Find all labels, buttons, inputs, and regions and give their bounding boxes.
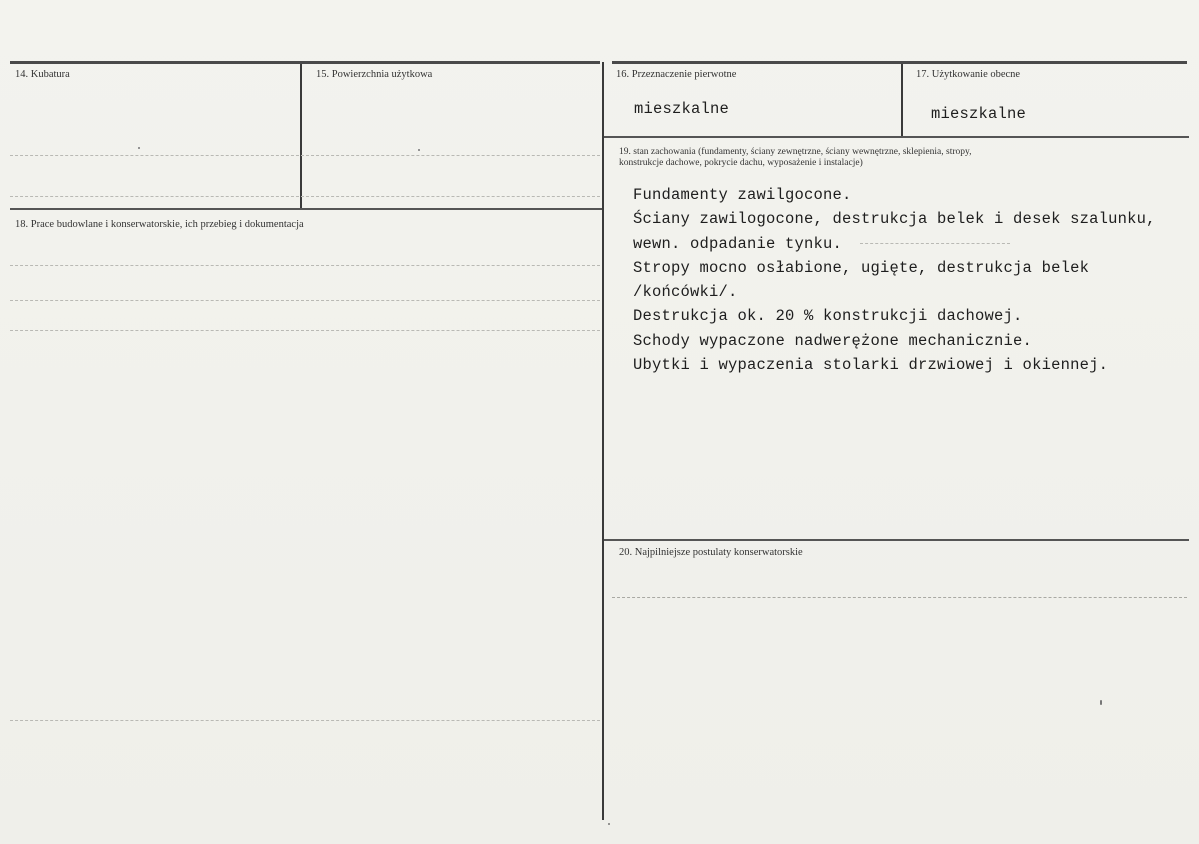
- divider-14-15: [300, 64, 302, 208]
- condition-line: /końcówki/.: [633, 283, 738, 302]
- condition-line: Stropy mocno osłabione, ugięte, destrukcja belek: [633, 258, 1090, 277]
- top-rule: [10, 61, 600, 64]
- field-15-label: 15. Powierzchnia użytkowa: [316, 69, 433, 80]
- faint-line: [10, 300, 600, 301]
- rule-below-16-17: [604, 136, 1189, 138]
- faint-line: [860, 243, 1010, 244]
- top-rule-right: [612, 61, 1187, 64]
- field-17-value: mieszkalne: [931, 105, 1027, 123]
- field-19-label-line2: konstrukcje dachowe, pokrycie dachu, wyposażenie i instalacje): [619, 158, 863, 168]
- condition-line: Fundamenty zawilgocone.: [633, 186, 852, 204]
- rule-below-14-15: [10, 208, 602, 210]
- faint-line: [612, 597, 1187, 598]
- faint-line: [10, 196, 600, 197]
- faint-line: [10, 155, 600, 156]
- ink-speck: [1100, 700, 1102, 705]
- field-16-value: mieszkalne: [634, 100, 730, 118]
- ink-speck: [418, 149, 420, 151]
- field-16-label: 16. Przeznaczenie pierwotne: [616, 69, 737, 80]
- faint-line: [10, 265, 600, 266]
- condition-line: wewn. odpadanie tynku.: [633, 234, 843, 253]
- divider-16-17: [901, 64, 903, 136]
- condition-line: Schody wypaczone nadwerężone mechanicznie.: [633, 331, 1033, 350]
- condition-line: Destrukcja ok. 20 % konstrukcji dachowej.: [633, 307, 1023, 326]
- condition-line: Ubytki i wypaczenia stolarki drzwiowej i okiennej.: [633, 356, 1109, 375]
- rule-below-19: [604, 539, 1189, 541]
- condition-line: Ściany zawilogocone, destrukcja belek i desek szalunku,: [633, 210, 1156, 229]
- field-20-label: 20. Najpilniejsze postulaty konserwatorskie: [619, 547, 803, 558]
- field-18-label: 18. Prace budowlane i konserwatorskie, ich przebieg i dokumentacja: [15, 219, 304, 230]
- field-19-label-line1: 19. stan zachowania (fundamenty, ściany zewnętrzne, ściany wewnętrzne, sklepienia, stropy,: [619, 147, 972, 157]
- center-divider: [602, 62, 604, 820]
- condition-text: [633, 183, 1156, 377]
- ink-speck: [138, 147, 140, 149]
- field-14-label: 14. Kubatura: [15, 69, 70, 80]
- ink-speck: [608, 823, 610, 825]
- faint-line: [10, 720, 600, 721]
- faint-line: [10, 330, 600, 331]
- field-17-label: 17. Użytkowanie obecne: [916, 69, 1021, 80]
